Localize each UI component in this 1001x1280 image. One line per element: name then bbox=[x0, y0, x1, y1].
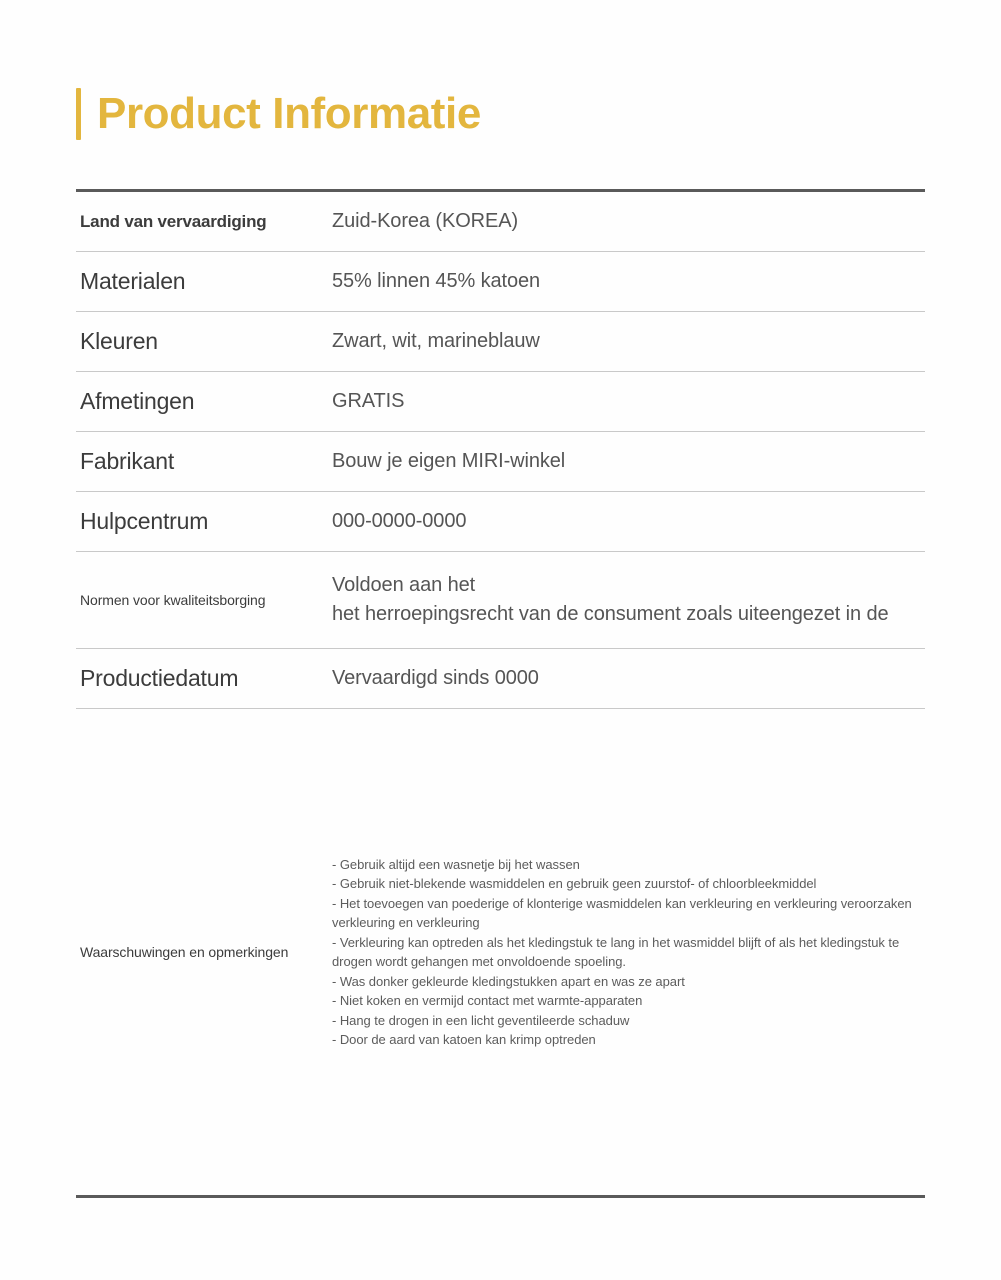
product-information-table bbox=[76, 189, 925, 1200]
row-label-production-date: Productiedatum bbox=[76, 649, 332, 709]
row-label-colors: Kleuren bbox=[76, 312, 332, 372]
table-row bbox=[76, 492, 925, 552]
row-label-quality-standards: Normen voor kwaliteitsborging bbox=[76, 552, 332, 649]
row-value-dimensions: GRATIS bbox=[332, 372, 925, 432]
row-value-helpcenter: 000-0000-0000 bbox=[332, 492, 925, 552]
quality-standards-line-1: Voldoen aan het bbox=[332, 574, 476, 596]
list-item: - Hang te drogen in een licht geventileerde schaduw bbox=[332, 1012, 630, 1028]
warnings-list bbox=[332, 855, 921, 1050]
table-row bbox=[76, 649, 925, 709]
row-value-production-date: Vervaardigd sinds 0000 bbox=[332, 649, 925, 709]
row-value-quality-standards bbox=[332, 552, 925, 649]
page-title-text: Product Informatie bbox=[97, 89, 481, 138]
row-value-country: Zuid-Korea (KOREA) bbox=[332, 191, 925, 252]
table-bottom-rule-left bbox=[76, 1197, 332, 1201]
row-value-manufacturer: Bouw je eigen MIRI-winkel bbox=[332, 432, 925, 492]
row-value-warnings bbox=[332, 709, 925, 1197]
list-item: - Door de aard van katoen kan krimp optreden bbox=[332, 1032, 596, 1047]
table-row bbox=[76, 312, 925, 372]
table-row bbox=[76, 372, 925, 432]
row-label-helpcenter: Hulpcentrum bbox=[76, 492, 332, 552]
table-row bbox=[76, 191, 925, 252]
row-value-colors: Zwart, wit, marineblauw bbox=[332, 312, 925, 372]
row-label-dimensions: Afmetingen bbox=[76, 372, 332, 432]
list-item: - Was donker gekleurde kledingstukken apart en was ze apart bbox=[332, 973, 685, 989]
page-title bbox=[76, 88, 481, 140]
list-item: - Gebruik altijd een wasnetje bij het wassen bbox=[332, 856, 580, 872]
table-row bbox=[76, 709, 925, 1197]
list-item: - Gebruik niet-blekende wasmiddelen en gebruik geen zuurstof- of chloorbleekmiddel bbox=[332, 876, 817, 891]
row-label-warnings: Waarschuwingen en opmerkingen bbox=[76, 709, 332, 1197]
quality-standards-line-2: het herroepingsrecht van de consument zoals uiteengezet in de bbox=[332, 603, 889, 625]
row-label-manufacturer: Fabrikant bbox=[76, 432, 332, 492]
table-row bbox=[76, 432, 925, 492]
list-item: - Het toevoegen van poederige of klonterige wasmiddelen kan verkleuring en verkleuring veroorzaken verkleuring en verkleuring bbox=[332, 895, 912, 930]
list-item: - Verkleuring kan optreden als het kledingstuk te lang in het wasmiddel blijft of als het kledingstuk te drogen wordt gehangen met onvoldoende spoeling. bbox=[332, 934, 900, 969]
list-item: - Niet koken en vermijd contact met warmte-apparaten bbox=[332, 993, 643, 1008]
row-value-materials: 55% linnen 45% katoen bbox=[332, 252, 925, 312]
table-row bbox=[76, 252, 925, 312]
table-bottom-rule-right bbox=[332, 1197, 925, 1201]
title-accent-bar bbox=[76, 88, 81, 140]
row-label-country: Land van vervaardiging bbox=[76, 191, 332, 252]
table-row bbox=[76, 552, 925, 649]
row-label-materials: Materialen bbox=[76, 252, 332, 312]
table-bottom-rule-row bbox=[76, 1197, 925, 1201]
